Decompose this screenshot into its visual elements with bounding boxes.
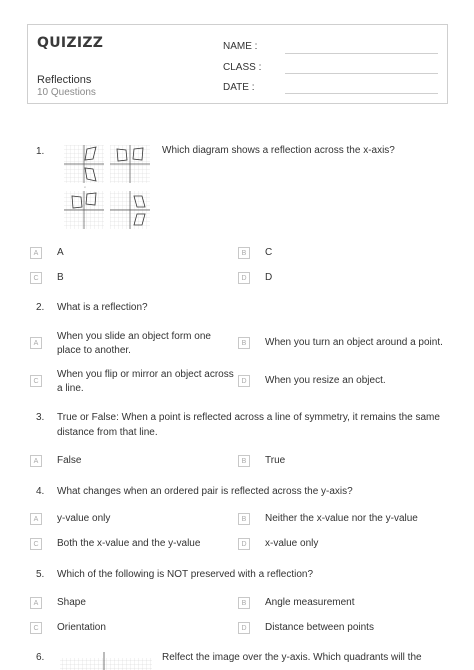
option-c-marker[interactable]: C xyxy=(30,538,42,550)
option-text[interactable]: Angle measurement xyxy=(265,597,355,608)
option-c-marker[interactable]: C xyxy=(30,622,42,634)
option-text[interactable]: x-value only xyxy=(265,538,319,549)
option-a-marker[interactable]: A xyxy=(30,337,42,349)
reflection-diagrams-image xyxy=(58,141,156,233)
svg-text:x: x xyxy=(84,185,86,189)
question-text: Which of the following is NOT preserved with a reflection? xyxy=(57,569,314,580)
option-a-marker[interactable]: A xyxy=(30,597,42,609)
option-text[interactable]: y-value only xyxy=(57,513,111,524)
option-text[interactable]: When you slide an object form one place to another. xyxy=(57,331,211,356)
option-a-marker[interactable]: A xyxy=(30,513,42,525)
class-field[interactable] xyxy=(285,73,438,74)
option-b-marker[interactable]: B xyxy=(238,597,250,609)
option-c-marker[interactable]: C xyxy=(30,375,42,387)
question-count: 10 Questions xyxy=(37,87,96,98)
option-c-marker[interactable]: C xyxy=(30,272,42,284)
name-field[interactable] xyxy=(285,53,438,54)
option-text[interactable]: A xyxy=(57,247,64,258)
question-text: True or False: When a point is reflected across a line of symmetry, it remains the same distance from that line. xyxy=(57,412,440,438)
question-number: 5. xyxy=(36,569,45,580)
option-text[interactable]: C xyxy=(265,247,273,258)
question-text: Relfect the image over the y-axis. Which quadrants will the xyxy=(162,652,422,663)
option-d-marker[interactable]: D xyxy=(238,375,250,387)
question-number: 2. xyxy=(36,302,45,313)
question-number: 1. xyxy=(36,146,45,157)
date-field[interactable] xyxy=(285,93,438,94)
option-text[interactable]: B xyxy=(57,272,64,283)
option-text[interactable]: True xyxy=(265,455,286,466)
worksheet-title: Reflections xyxy=(37,74,92,86)
option-text[interactable]: Neither the x-value nor the y-value xyxy=(265,513,418,524)
option-text[interactable]: Distance between points xyxy=(265,622,374,633)
question-text: What changes when an ordered pair is reflected across the y-axis? xyxy=(57,486,353,497)
coordinate-grid-image xyxy=(58,652,154,670)
option-text[interactable]: False xyxy=(57,455,82,466)
option-text[interactable]: D xyxy=(265,272,273,283)
option-b-marker[interactable]: B xyxy=(238,337,250,349)
option-text[interactable]: When you turn an object around a point. xyxy=(265,337,443,348)
option-d-marker[interactable]: D xyxy=(238,622,250,634)
option-d-marker[interactable]: D xyxy=(238,272,250,284)
option-text[interactable]: Both the x-value and the y-value xyxy=(57,538,201,549)
question-number: 3. xyxy=(36,412,45,423)
option-a-marker[interactable]: A xyxy=(30,455,42,467)
option-b-marker[interactable]: B xyxy=(238,247,250,259)
option-text[interactable]: When you resize an object. xyxy=(265,375,386,386)
question-text: Which diagram shows a reflection across the x-axis? xyxy=(162,145,395,156)
option-b-marker[interactable]: B xyxy=(238,455,250,467)
option-b-marker[interactable]: B xyxy=(238,513,250,525)
option-text[interactable]: Orientation xyxy=(57,622,106,633)
name-label: NAME : xyxy=(223,41,258,52)
date-label: DATE : xyxy=(223,82,255,93)
option-a-marker[interactable]: A xyxy=(30,247,42,259)
class-label: CLASS : xyxy=(223,62,262,73)
quizizz-logo: QUIZIZZ xyxy=(37,35,104,51)
question-number: 6. xyxy=(36,652,45,663)
question-number: 4. xyxy=(36,486,45,497)
option-text[interactable]: Shape xyxy=(57,597,86,608)
option-text[interactable]: When you flip or mirror an object across a line. xyxy=(57,369,234,394)
option-d-marker[interactable]: D xyxy=(238,538,250,550)
question-text: What is a reflection? xyxy=(57,302,148,313)
